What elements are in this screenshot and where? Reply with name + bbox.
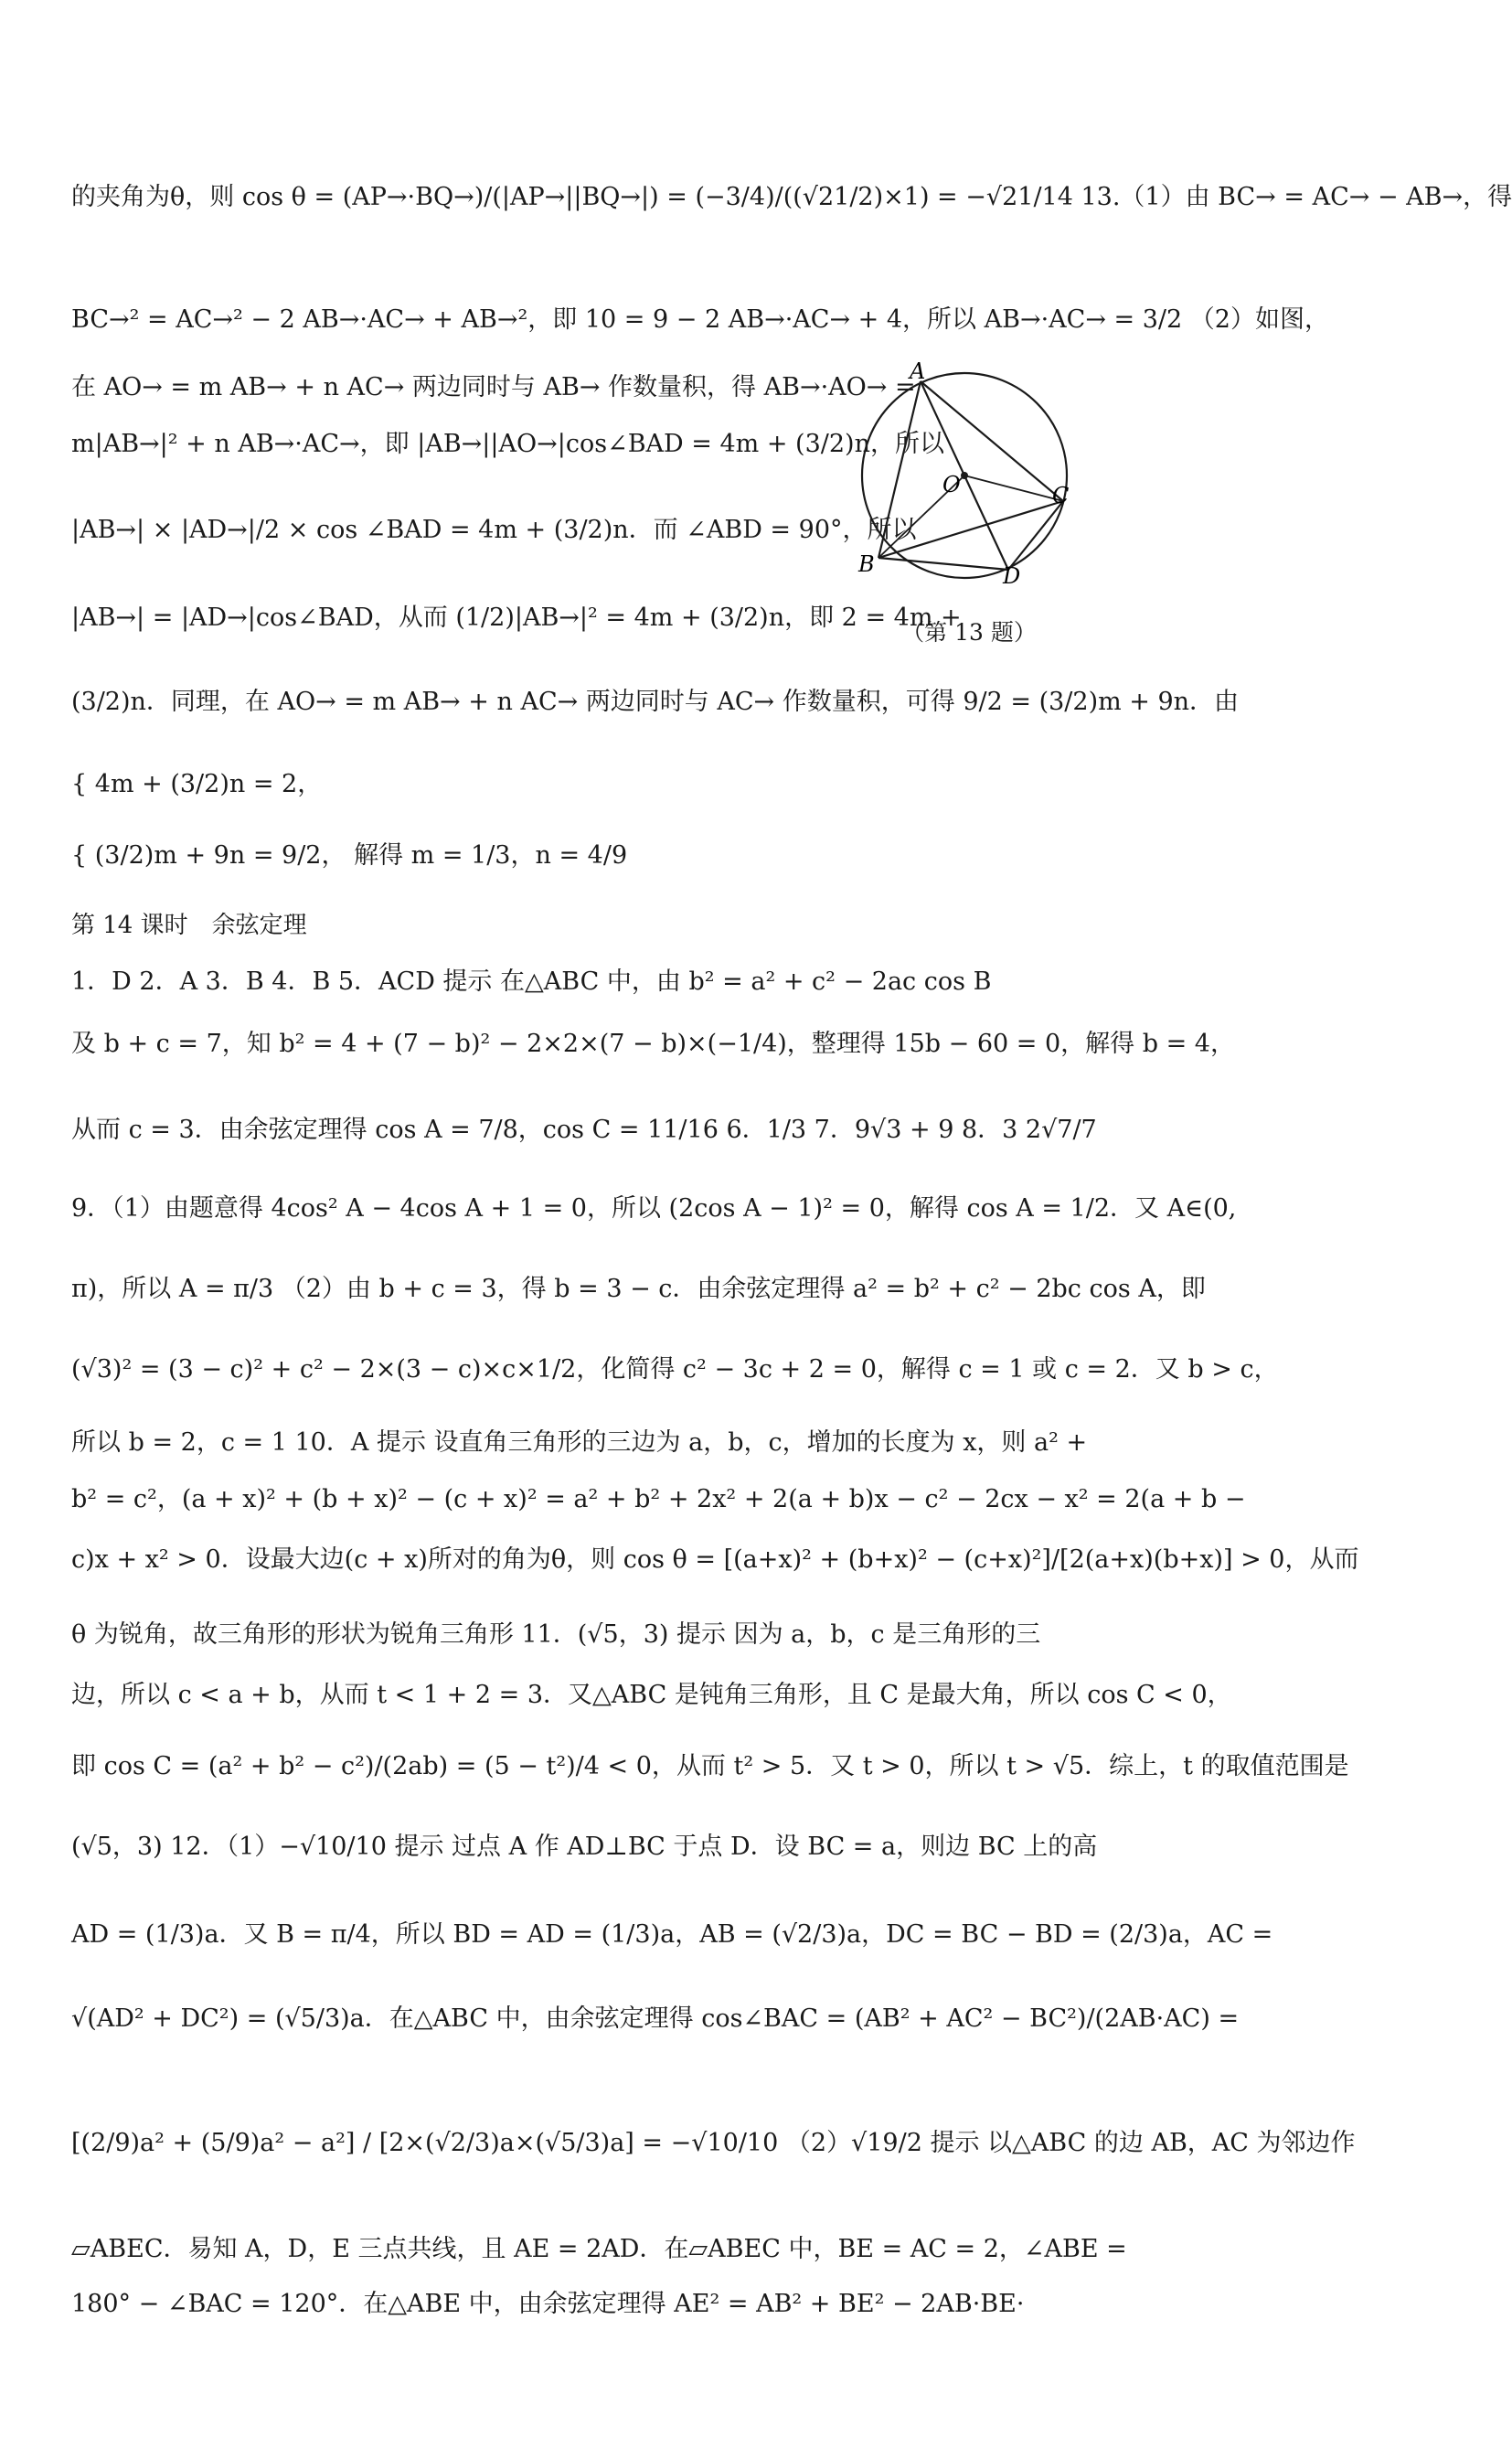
text-line: (3/2)n．同理，在 AO→ = m AB→ + n AC→ 两边同时与 AC→ 作数量积，可得 9/2 = (3/2)m + 9n．由	[71, 688, 1240, 716]
text-line: θ 为锐角，故三角形的形状为锐角三角形 11．(√5，3) 提示 因为 a，b，c 是三角形的三	[71, 1620, 1041, 1649]
segment-ab	[878, 381, 921, 558]
text-line: 即 cos C = (a² + b² − c²)/(2ab) = (5 − t²)/4 < 0，从而 t² > 5．又 t > 0，所以 t > √5．综上，t 的取值范围是	[71, 1752, 1349, 1780]
section-heading: 第 14 课时 余弦定理	[71, 912, 307, 939]
text-line: 所以 b = 2，c = 1 10．A 提示 设直角三角形的三边为 a，b，c，增加的长度为 x，则 a² +	[71, 1428, 1088, 1457]
text-line: 180° − ∠BAC = 120°．在△ABE 中，由余弦定理得 AE² = AB² + BE² − 2AB·BE·	[71, 2290, 1025, 2318]
segment-bd	[878, 558, 1008, 570]
text-line: 在 AO→ = m AB→ + n AC→ 两边同时与 AB→ 作数量积，得 AB→·AO→ =	[71, 373, 916, 401]
text-line: [(2/9)a² + (5/9)a² − a²] / [2×(√2/3)a×(√5/3)a] = −√10/10 （2）√19/2 提示 以△ABC 的边 AB，AC 为邻边作	[71, 2129, 1356, 2157]
text-line: c)x + x² > 0．设最大边(c + x)所对的角为θ，则 cos θ = [(a+x)² + (b+x)² − (c+x)²]/[2(a+x)(b+x)] > 0，从而	[71, 1545, 1359, 1574]
segment-dc	[1008, 501, 1063, 570]
label-d: D	[1003, 563, 1021, 589]
text-line: |AB→| × |AD→|/2 × cos ∠BAD = 4m + (3/2)n．而 ∠ABD = 90°，所以	[71, 516, 917, 544]
label-a: A	[910, 358, 926, 384]
text-line: 的夹角为θ，则 cos θ = (AP→·BQ→)/(|AP→||BQ→|) = (−3/4)/((√21/2)×1) = −√21/14 13.（1）由 BC→ = AC→ − AB→，得	[71, 183, 1512, 211]
text-line: 9．（1）由题意得 4cos² A − 4cos A + 1 = 0，所以 (2cos A − 1)² = 0，解得 cos A = 1/2．又 A∈(0,	[71, 1194, 1237, 1223]
text-line: m|AB→|² + n AB→·AC→，即 |AB→||AO→|cos∠BAD = 4m + (3/2)n，所以	[71, 430, 944, 458]
label-o: O	[942, 472, 961, 497]
figure-caption: （第 13 题）	[901, 619, 1037, 646]
text-line: π)，所以 A = π/3 （2）由 b + c = 3，得 b = 3 − c．由余弦定理得 a² = b² + c² − 2bc cos A，即	[71, 1275, 1206, 1303]
text-line: |AB→| = |AD→|cos∠BAD，从而 (1/2)|AB→|² = 4m + (3/2)n，即 2 = 4m +	[71, 604, 962, 632]
text-line: (√5，3) 12．（1）−√10/10 提示 过点 A 作 AD⊥BC 于点 D．设 BC = a，则边 BC 上的高	[71, 1833, 1098, 1861]
label-c: C	[1052, 483, 1070, 508]
text-line: ▱ABEC．易知 A，D，E 三点共线，且 AE = 2AD．在▱ABEC 中，BE = AC = 2，∠ABE =	[71, 2235, 1127, 2263]
label-b: B	[858, 551, 875, 577]
text-line: AD = (1/3)a．又 B = π/4，所以 BD = AD = (1/3)a，AB = (√2/3)a，DC = BC − BD = (2/3)a，AC =	[71, 1920, 1273, 1949]
text-line: (√3)² = (3 − c)² + c² − 2×(3 − c)×c×1/2，化简得 c² − 3c + 2 = 0，解得 c = 1 或 c = 2．又 b > c，	[71, 1355, 1279, 1384]
text-line: BC→² = AC→² − 2 AB→·AC→ + AB→²，即 10 = 9 − 2 AB→·AC→ + 4，所以 AB→·AC→ = 3/2 （2）如图，	[71, 305, 1329, 334]
circle-figure	[855, 358, 1074, 589]
center-point	[961, 472, 968, 479]
text-line: 及 b + c = 7，知 b² = 4 + (7 − b)² − 2×2×(7 − b)×(−1/4)，整理得 15b − 60 = 0，解得 b = 4，	[71, 1030, 1235, 1058]
system-eq-line-2: { (3/2)m + 9n = 9/2， 解得 m = 1/3，n = 4/9	[71, 841, 628, 870]
text-line: √(AD² + DC²) = (√5/3)a．在△ABC 中，由余弦定理得 cos∠BAC = (AB² + AC² − BC²)/(2AB·AC) =	[71, 2004, 1240, 2033]
text-line: 1．D 2．A 3．B 4．B 5．ACD 提示 在△ABC 中，由 b² = a² + c² − 2ac cos B	[71, 967, 992, 996]
system-eq-line-1: { 4m + (3/2)n = 2，	[71, 770, 323, 798]
text-line: b² = c²，(a + x)² + (b + x)² − (c + x)² = a² + b² + 2x² + 2(a + b)x − c² − 2cx − x² = 2(a + b −	[71, 1485, 1246, 1513]
text-line: 从而 c = 3．由余弦定理得 cos A = 7/8，cos C = 11/16 6．1/3 7．9√3 + 9 8．3 2√7/7	[71, 1116, 1097, 1144]
text-line: 边，所以 c < a + b，从而 t < 1 + 2 = 3．又△ABC 是钝角三角形，且 C 是最大角，所以 cos C < 0，	[71, 1681, 1232, 1709]
